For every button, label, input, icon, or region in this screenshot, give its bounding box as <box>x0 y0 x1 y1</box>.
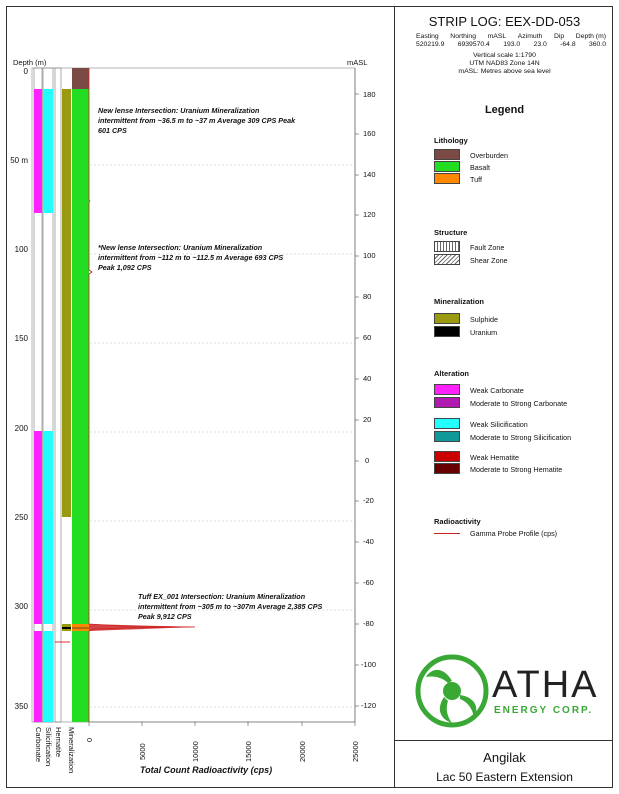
column-label-carbonate: Carbonate <box>34 727 43 763</box>
swatch-strong-carbonate <box>434 397 460 408</box>
silicification-weak <box>43 89 53 213</box>
radio-tick-marks <box>89 722 355 726</box>
depth-tick: 100 <box>14 245 28 254</box>
mineralization-sulphide <box>62 89 71 517</box>
logo-tagline: ENERGY CORP. <box>494 705 594 716</box>
radio-tick: 15000 <box>244 741 253 762</box>
legend-label: Shear Zone <box>470 256 508 265</box>
legend-radioactivity-title: Radioactivity <box>434 517 481 526</box>
masl-tick: 20 <box>363 415 372 424</box>
legend-label: Weak Carbonate <box>470 386 524 395</box>
radio-tick: 10000 <box>191 741 200 762</box>
depth-tick: 50 m <box>10 156 28 165</box>
legend-label: Sulphide <box>470 315 498 324</box>
masl-tick: 180 <box>363 90 376 99</box>
masl-tick: -80 <box>363 619 374 628</box>
radio-tick: 5000 <box>138 743 147 760</box>
masl-tick-marks <box>355 94 359 706</box>
info-label: Easting <box>416 33 439 40</box>
swatch-strong-silicification <box>434 431 460 442</box>
masl-tick: 160 <box>363 129 376 138</box>
swatch-overburden <box>434 149 460 160</box>
info-value: 360.0 <box>588 41 606 48</box>
masl-tick: -40 <box>363 537 374 546</box>
swatch-fault-zone <box>434 241 460 252</box>
legend-label: Moderate to Strong Hematite <box>470 465 563 474</box>
carbonate-weak <box>34 89 42 213</box>
info-value: 520219.9 <box>416 41 445 48</box>
legend-label: Fault Zone <box>470 243 505 252</box>
legend-label: Weak Hematite <box>470 453 519 462</box>
info-value: 6939570.4 <box>457 41 490 48</box>
depth-tick: 300 <box>14 602 28 611</box>
collar-info-values <box>416 41 606 48</box>
masl-tick: -120 <box>361 701 377 710</box>
swatch-tuff <box>434 173 460 184</box>
legend-label: Gamma Probe Profile (cps) <box>470 529 558 538</box>
mineralization-uranium <box>62 627 71 629</box>
legend-label: Overburden <box>470 151 508 160</box>
project-name: Angilak <box>483 750 526 765</box>
column-label-silicification: Silicification <box>44 727 53 767</box>
legend-lithology-title: Lithology <box>434 136 468 145</box>
info-label: Azimuth <box>517 33 543 40</box>
masl-tick: 0 <box>365 456 370 465</box>
info-label: Depth (m) <box>575 33 606 40</box>
carbonate-weak <box>34 631 42 722</box>
annotation-lense-1: New lense Intersection: Uranium Mineralization intermittent from ~36.5 m to ~37 m Average 309 CPS Peak 601 CPS <box>98 106 296 135</box>
swatch-shear-zone <box>434 254 460 265</box>
masl-tick: 120 <box>363 210 376 219</box>
vertical-scale: Vertical scale 1:1790 <box>473 52 536 59</box>
legend-title: Legend <box>484 104 525 116</box>
legend-label: Tuff <box>470 175 482 184</box>
lithology-tuff <box>72 624 89 631</box>
project-area: Lac 50 Eastern Extension <box>436 770 573 784</box>
radio-tick: 20000 <box>298 741 307 762</box>
legend-alteration-title: Alteration <box>434 369 470 378</box>
logo-name: ATHA <box>492 664 599 706</box>
radio-tick: 25000 <box>351 741 360 762</box>
depth-tick: 0 <box>23 67 28 76</box>
info-label: mASL <box>487 33 507 40</box>
column-label-mineralization: Mineralization <box>67 727 76 774</box>
swatch-basalt <box>434 161 460 172</box>
silicification-weak <box>43 631 53 722</box>
swatch-weak-hematite <box>434 451 460 462</box>
info-value: -64.8 <box>560 41 576 48</box>
radio-axis-title: Total Count Radioactivity (cps) <box>140 765 273 775</box>
swatch-sulphide <box>434 313 460 324</box>
atha-logo-mark <box>414 653 490 729</box>
collar-info-labels <box>416 33 606 40</box>
depth-tick: 250 <box>14 513 28 522</box>
depth-tick: 200 <box>14 424 28 433</box>
legend-label: Basalt <box>470 163 490 172</box>
masl-tick: -100 <box>361 660 377 669</box>
projection: UTM NAD83 Zone 14N <box>469 60 540 67</box>
legend-label: Moderate to Strong Silicification <box>470 433 572 442</box>
scale-info <box>396 52 613 76</box>
masl-note: mASL: Metres above sea level <box>458 68 551 75</box>
annotation-tuff: Tuff EX_001 Intersection: Uranium Mineralization intermittent from ~305 m to ~307m Average 2,385 CPS Peak 9,912 CPS <box>138 592 323 621</box>
carbonate-weak <box>34 431 42 624</box>
info-value: 193.0 <box>503 41 521 48</box>
masl-tick: 40 <box>363 374 372 383</box>
info-label: Northing <box>450 33 476 40</box>
legend-label: Weak Silicification <box>470 420 528 429</box>
masl-tick: -20 <box>363 496 374 505</box>
masl-tick: 100 <box>363 251 376 260</box>
legend-label: Moderate to Strong Carbonate <box>470 399 568 408</box>
radio-tick: 0 <box>85 737 94 742</box>
legend-label: Uranium <box>470 328 498 337</box>
legend-structure-title: Structure <box>434 228 468 237</box>
depth-tick: 350 <box>14 702 28 711</box>
swatch-uranium <box>434 326 460 337</box>
info-label: Dip <box>553 33 565 40</box>
panel-divider <box>394 6 395 788</box>
swatch-weak-silicification <box>434 418 460 429</box>
masl-tick: 60 <box>363 333 372 342</box>
swatch-gamma-line <box>434 533 460 534</box>
masl-tick: 80 <box>363 292 372 301</box>
gamma-peak <box>89 624 195 631</box>
annotation-lense-2: *New lense Intersection: Uranium Mineralization intermittent from ~112 m to ~112.5 m Average 693 CPS Peak 1,092 CPS <box>98 243 284 272</box>
gamma-profile <box>89 68 195 722</box>
masl-tick: -60 <box>363 578 374 587</box>
lithology-overburden <box>72 68 89 89</box>
info-value: 23.0 <box>533 41 547 48</box>
depth-axis-title: Depth (m) <box>13 58 47 67</box>
swatch-strong-hematite <box>434 463 460 474</box>
silicification-weak <box>43 431 53 624</box>
masl-axis-title: mASL <box>347 58 368 67</box>
legend-mineralization-title: Mineralization <box>434 297 485 306</box>
log-title: STRIP LOG: EEX-DD-053 <box>428 14 581 29</box>
column-label-hematite: Hematite <box>54 727 63 758</box>
swatch-weak-carbonate <box>434 384 460 395</box>
footer-divider <box>394 740 613 741</box>
masl-tick: 140 <box>363 170 376 179</box>
depth-tick: 150 <box>14 334 28 343</box>
